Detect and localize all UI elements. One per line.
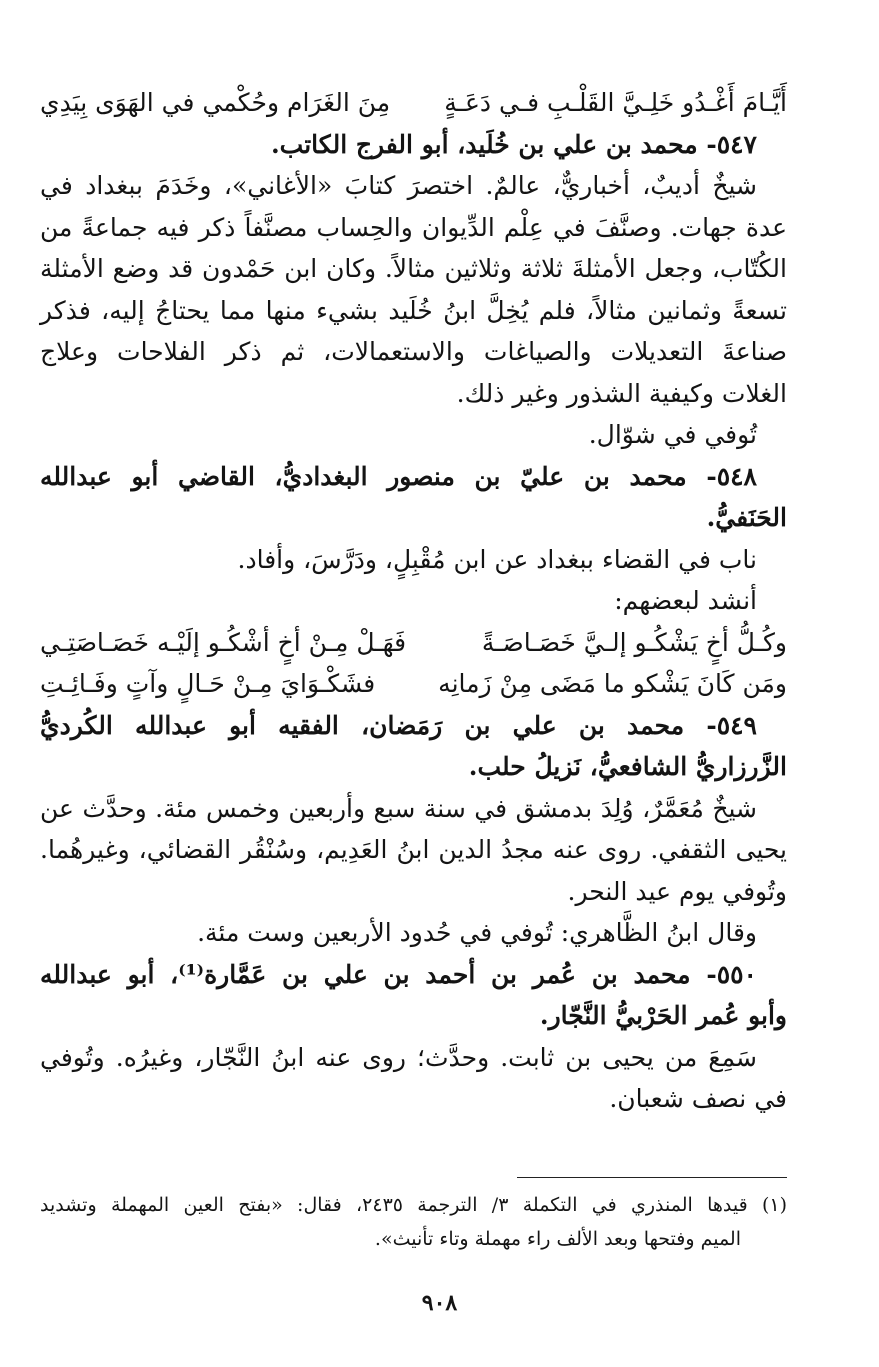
text-line: تُوفي في شوّال. bbox=[588, 420, 757, 449]
text-line: تسعةً وثمانين مثالاً، فلم يُخِلَّ ابنُ خُلَيد بشيء منها مما يحتاجُ إليه، فذكر bbox=[40, 295, 787, 325]
text-line: شيخٌ مُعَمَّرٌ، وُلِدَ بدمشق في سنة سبع وأربعين وخمس مئة. وحدَّث عن bbox=[40, 793, 757, 823]
entry-heading-line: ٥٥٠- محمد بن عُمر بن أحمد بن علي بن عَمَّارة⁽¹⁾، أبو عبدالله bbox=[40, 959, 757, 989]
entry-heading-line: ٥٤٨- محمد بن عليّ بن منصور البغداديُّ، القاضي أبو عبدالله bbox=[40, 461, 757, 491]
text-line: عدة جهات. وصنَّفَ في عِلْم الدِّيوان والحِساب مصنَّفاً ذكر فيه جماعةً من bbox=[40, 212, 787, 242]
text-line: وقال ابنُ الظَّاهري: تُوفي في حُدود الأربعين وست مئة. bbox=[197, 918, 757, 947]
verse-line bbox=[40, 82, 787, 124]
footnotes bbox=[40, 1188, 787, 1256]
footnote-line: (١) قيدها المنذري في التكملة ٣/ الترجمة ٢٤٣٥، فقال: «بفتح العين المهملة وتشديد bbox=[40, 1194, 788, 1216]
entry-heading-line: الزَّرزاريُّ الشافعيُّ، نَزيلُ حلب. bbox=[468, 752, 787, 781]
footnote-line: الميم وفتحها وبعد الألف راء مهملة وتاء تأنيث». bbox=[374, 1228, 741, 1250]
text-line: يحيى الثقفي. روى عنه مجدُ الدين ابنُ العَدِيم، وسُنْقُر القضائي، وغيرهُما. bbox=[40, 835, 787, 864]
text-line: الغلات وكيفية الشذور وغير ذلك. bbox=[456, 378, 787, 408]
verse-line bbox=[40, 622, 787, 664]
verse-line bbox=[40, 663, 787, 705]
page-number: ٩٠٨ bbox=[421, 1290, 458, 1316]
verse-first-hemistich: ومَن كَانَ يَشْكو ما مَضَى مِنْ زَمانِه bbox=[438, 669, 787, 698]
text-line: شيخٌ أديبٌ، أخباريٌّ، عالمٌ. اختصرَ كتابَ «الأغاني»، وخَدَمَ ببغداد في bbox=[40, 171, 757, 200]
text-line: أنشد لبعضهم: bbox=[614, 586, 757, 615]
entry-heading-line: الحَنَفيُّ. bbox=[706, 503, 787, 532]
verse-first-hemistich: وكُـلُّ أخٍ يَشْكُـو إلـيَّ خَصَـاصَـةً bbox=[481, 627, 787, 657]
text-line: في نصف شعبان. bbox=[609, 1084, 787, 1113]
verse-second-hemistich: فَهَـلْ مِـنْ أخٍ أشْكُـو إلَيْـه خَصَـاصَتِـي bbox=[40, 627, 407, 657]
text-line: الكُتّاب، وجعل الأمثلةَ ثلاثة وثلاثين مثالاً. وكان ابن حَمْدون قد وضع الأمثلة bbox=[40, 254, 787, 283]
text-line: وتُوفي يوم عيد النحر. bbox=[567, 876, 787, 906]
footnote-separator bbox=[517, 1177, 787, 1178]
entry-heading-line: ٥٤٧- محمد بن علي بن خُلَيد، أبو الفرج الكاتب. bbox=[270, 129, 757, 159]
text-line: سَمِعَ من يحيى بن ثابت. وحدَّث؛ روى عنه ابنُ النَّجّار، وغيرُه. وتُوفي bbox=[40, 1042, 757, 1072]
verse-first-hemistich: أَيَّـامَ أَغْـدُو خَلِـيَّ القَلْـبِ فـي دَعَـةٍ bbox=[444, 88, 787, 117]
main-text bbox=[40, 82, 787, 1120]
text-line: صناعةَ التعديلات والصياغات والاستعمالات، ثم ذكر الفلاحات وعلاج bbox=[40, 337, 787, 366]
entry-heading-line: ٥٤٩- محمد بن علي بن رَمَضان، الفقيه أبو عبدالله الكُرديُّ bbox=[40, 710, 757, 740]
verse-second-hemistich: مِنَ الغَرَام وحُكْمي في الهَوَى بِيَدِي bbox=[40, 88, 391, 117]
entry-heading-line: وأبو عُمر الحَرْبيُّ النَّجّار. bbox=[539, 1001, 787, 1030]
text-line: ناب في القضاء ببغداد عن ابن مُقْبِلٍ، ودَرَّسَ، وأفاد. bbox=[237, 544, 757, 574]
verse-second-hemistich: فشَكْـوَايَ مِـنْ حَـالٍ وآتٍ وفَـائِـتِ bbox=[40, 669, 376, 698]
